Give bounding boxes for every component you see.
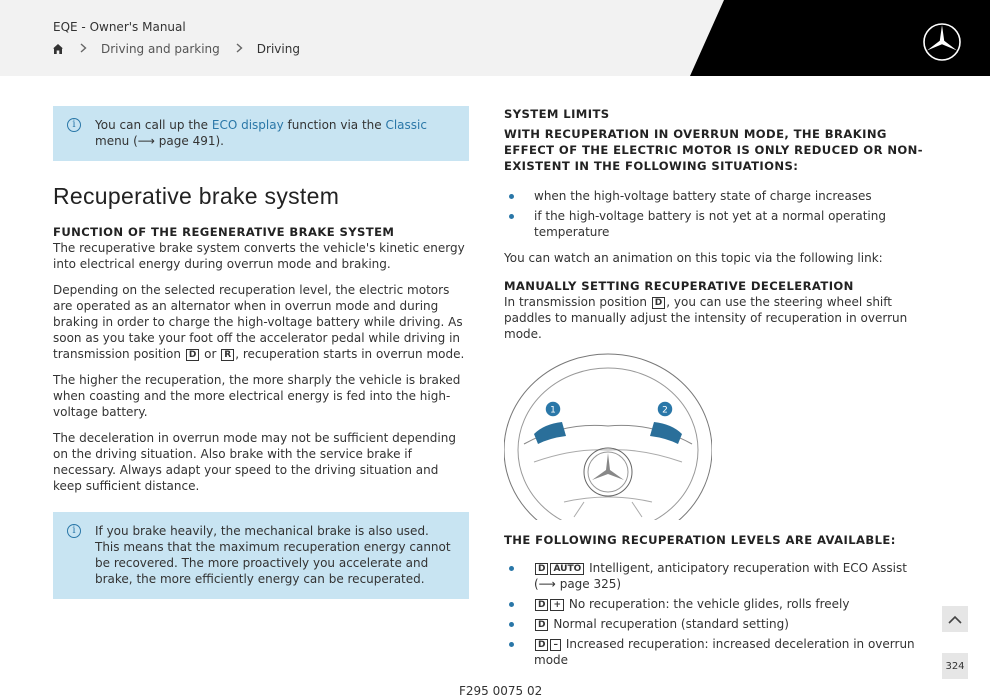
list-item-level-minus: D – Increased recuperation: increased deceleration in overrun mode — [504, 636, 924, 668]
subheading-situations: WITH RECUPERATION IN OVERRUN MODE, THE BRAKING EFFECT OF THE ELECTRIC MOTOR IS ONLY REDUCED OR NON-EXISTENT IN THE FOLLOWING SITUATIONS: — [504, 127, 923, 173]
classic-link[interactable]: Classic — [385, 118, 427, 132]
breadcrumb — [52, 42, 300, 56]
chevron-right-icon — [80, 42, 87, 56]
list-item-level-auto: D AUTO Intelligent, anticipatory recuperation with ECO Assist (⟶ page 325) — [504, 560, 924, 592]
subheading-levels: THE FOLLOWING RECUPERATION LEVELS ARE AVAILABLE: — [504, 533, 896, 547]
levels-list — [504, 560, 924, 668]
header-bar — [0, 0, 990, 76]
subheading-system-limits: SYSTEM LIMITS — [504, 107, 610, 121]
callout-2-label: 2 — [662, 405, 668, 416]
list-item-level-normal: D Normal recuperation (standard setting) — [504, 616, 924, 632]
subheading-function: FUNCTION OF THE REGENERATIVE BRAKE SYSTEM — [53, 225, 395, 239]
key-d-icon: D — [535, 599, 548, 611]
page-title: Recuperative brake system — [53, 183, 340, 209]
key-plus-icon: + — [550, 599, 564, 611]
right-column — [504, 106, 924, 678]
key-auto-icon: AUTO — [550, 563, 584, 575]
paragraph-manual: In transmission position D , you can use the steering wheel shift paddles to manually adjust the intensity of recuperation in overrun mode. — [504, 295, 908, 341]
page-number: 324 — [945, 660, 965, 672]
info-box-brake: i If you brake heavily, the mechanical brake is also used. This means that the maximum recuperation energy cannot be recovered. The more proactively you accelerate and brake, the more efficiently energy can be recuperated. — [53, 512, 469, 599]
key-d-icon: D — [535, 619, 548, 631]
key-d-icon: D — [186, 349, 199, 361]
paragraph-deceleration: The deceleration in overrun mode may not be sufficient depending on the driving situation. Also brake with the service brake if necessary. Always adapt your speed to the driving situation and keep sufficient distance. — [53, 431, 456, 493]
home-icon[interactable] — [52, 43, 64, 55]
key-r-icon: R — [221, 349, 234, 361]
info-box-eco-display: i You can call up the ECO display function via the Classic menu (⟶ page 491). — [53, 106, 469, 161]
chevron-right-icon — [236, 42, 243, 56]
doc-title: EQE - Owner's Manual — [53, 20, 186, 34]
list-item-level-plus: D + No recuperation: the vehicle glides, rolls freely — [504, 596, 924, 612]
limits-list — [504, 188, 924, 240]
list-item: when the high-voltage battery state of charge increases — [504, 188, 924, 204]
key-d-icon: D — [535, 563, 548, 575]
callout-1-label: 1 — [550, 405, 556, 416]
key-d-icon: D — [535, 639, 548, 651]
breadcrumb-driving[interactable]: Driving — [256, 42, 300, 56]
steering-wheel-illustration — [504, 352, 712, 520]
page-number-badge — [942, 653, 968, 679]
info-icon: i — [67, 118, 81, 132]
eco-display-link[interactable]: ECO display — [211, 118, 284, 132]
animation-link-text[interactable]: You can watch an animation on this topic via the following link: — [504, 251, 883, 265]
list-item: if the high-voltage battery is not yet at a normal operating temperature — [504, 208, 924, 240]
image-reference-code: F295 0075 02 — [459, 684, 543, 698]
key-minus-icon: – — [550, 639, 561, 651]
subheading-manual: MANUALLY SETTING RECUPERATIVE DECELERATION — [504, 279, 854, 293]
paragraph-higher: The higher the recuperation, the more sharply the vehicle is braked when coasting and the more electrical energy is fed into the high-voltage battery. — [53, 373, 461, 419]
left-column — [53, 106, 469, 599]
key-d-icon: D — [652, 297, 665, 309]
chevron-up-icon — [948, 615, 962, 624]
scroll-to-top-button[interactable] — [942, 606, 968, 632]
paragraph-depending: Depending on the selected recuperation level, the electric motors are operated as an alternator when in overrun mode and during braking in order to charge the high-voltage battery while driving. As soon as you take your foot off the accelerator pedal while driving in transmission position D or R , recuperation starts in overrun mode. — [53, 283, 465, 361]
mercedes-star-logo — [922, 22, 962, 62]
info-icon: i — [67, 524, 81, 538]
paragraph-intro: The recuperative brake system converts the vehicle's kinetic energy into electrical energy during overrun mode and braking. — [53, 241, 465, 271]
breadcrumb-driving-and-parking[interactable]: Driving and parking — [101, 42, 220, 56]
